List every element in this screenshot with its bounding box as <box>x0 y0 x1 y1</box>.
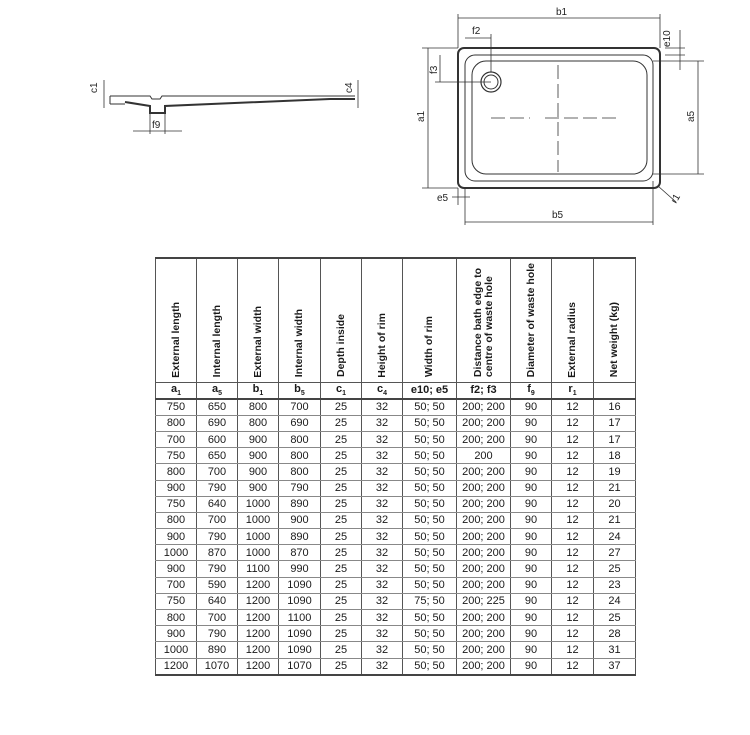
column-header <box>594 258 636 383</box>
table-cell: 1070 <box>197 658 238 675</box>
table-cell: 50; 50 <box>403 577 457 593</box>
table-cell: 90 <box>511 626 552 642</box>
column-header-label: External length <box>169 301 182 378</box>
table-cell: 1200 <box>238 577 279 593</box>
table-cell: 1200 <box>238 593 279 609</box>
column-header-label: Internal length <box>210 305 223 378</box>
r1-label: r1 <box>669 192 684 206</box>
table-row <box>156 545 636 561</box>
column-header-label: Width of rim <box>423 316 435 378</box>
header-labels-row <box>156 258 636 383</box>
table-cell: 800 <box>156 512 197 528</box>
table-cell: 890 <box>279 529 321 545</box>
table-cell: 32 <box>362 577 403 593</box>
table-cell: 32 <box>362 512 403 528</box>
table-cell: 1100 <box>238 561 279 577</box>
table-row <box>156 448 636 464</box>
table-cell: 18 <box>594 448 636 464</box>
table-cell: 640 <box>197 593 238 609</box>
table-row <box>156 529 636 545</box>
table-cell: 50; 50 <box>403 464 457 480</box>
table-cell: 690 <box>279 415 321 431</box>
table-cell: 12 <box>552 593 594 609</box>
table-cell: 90 <box>511 464 552 480</box>
table-cell: 32 <box>362 431 403 447</box>
column-symbol: $b_5$ <box>279 383 321 399</box>
table-cell: 650 <box>197 448 238 464</box>
table-cell: 25 <box>321 658 362 675</box>
table-cell: 50; 50 <box>403 512 457 528</box>
table-cell: 200; 200 <box>457 529 511 545</box>
table-cell: 200; 200 <box>457 399 511 416</box>
table-cell: 900 <box>156 529 197 545</box>
table-cell: 50; 50 <box>403 545 457 561</box>
table-cell: 1090 <box>279 626 321 642</box>
table-cell: 25 <box>321 399 362 416</box>
table-cell: 800 <box>156 415 197 431</box>
table-cell: 1000 <box>156 545 197 561</box>
column-symbol: $c_1$ <box>321 383 362 399</box>
table-cell: 1000 <box>238 529 279 545</box>
technical-drawing <box>0 0 750 250</box>
table-cell: 690 <box>197 415 238 431</box>
table-cell: 90 <box>511 545 552 561</box>
e10-label: e10 <box>662 30 673 47</box>
table-cell: 200; 200 <box>457 480 511 496</box>
table-cell: 200; 200 <box>457 545 511 561</box>
table-cell: 32 <box>362 642 403 658</box>
column-header-label: Diameter of waste hole <box>524 263 537 378</box>
table-cell: 25 <box>321 545 362 561</box>
table-cell: 25 <box>321 561 362 577</box>
table-cell: 25 <box>321 577 362 593</box>
table-cell: 790 <box>197 529 238 545</box>
table-cell: 50; 50 <box>403 480 457 496</box>
table-cell: 21 <box>594 480 636 496</box>
table-cell: 1200 <box>238 610 279 626</box>
column-symbol: $a_5$ <box>197 383 238 399</box>
table-cell: 200; 200 <box>457 577 511 593</box>
table-cell: 900 <box>238 448 279 464</box>
table-cell: 700 <box>197 610 238 626</box>
table-cell: 890 <box>197 642 238 658</box>
table-cell: 890 <box>279 496 321 512</box>
table-cell: 600 <box>197 431 238 447</box>
column-header-label: Internal width <box>293 309 305 378</box>
table-cell: 25 <box>321 415 362 431</box>
table-cell: 32 <box>362 561 403 577</box>
table-cell: 37 <box>594 658 636 675</box>
table-row <box>156 610 636 626</box>
table-cell: 590 <box>197 577 238 593</box>
column-header <box>156 258 197 383</box>
column-symbol: $f_9$ <box>511 383 552 399</box>
column-symbol <box>594 383 636 399</box>
table-cell: 25 <box>321 642 362 658</box>
table-row <box>156 415 636 431</box>
table-cell: 870 <box>197 545 238 561</box>
table-cell: 32 <box>362 545 403 561</box>
table-cell: 900 <box>156 561 197 577</box>
table-cell: 12 <box>552 496 594 512</box>
table-cell: 25 <box>594 561 636 577</box>
column-symbol: $a_1$ <box>156 383 197 399</box>
table-row <box>156 496 636 512</box>
table-cell: 790 <box>197 561 238 577</box>
column-header-label: Distance bath edge to centre of waste hole <box>471 268 495 378</box>
table-cell: 200; 200 <box>457 561 511 577</box>
table-cell: 12 <box>552 642 594 658</box>
table-cell: 1000 <box>238 496 279 512</box>
table-cell: 800 <box>279 448 321 464</box>
c4-label: c4 <box>344 82 355 93</box>
table-cell: 700 <box>197 464 238 480</box>
table-cell: 32 <box>362 529 403 545</box>
table-row <box>156 626 636 642</box>
table-cell: 12 <box>552 480 594 496</box>
table-cell: 90 <box>511 512 552 528</box>
table-cell: 90 <box>511 415 552 431</box>
table-cell: 25 <box>321 448 362 464</box>
table-cell: 790 <box>197 626 238 642</box>
table-cell: 640 <box>197 496 238 512</box>
table-cell: 12 <box>552 512 594 528</box>
column-header-label: Depth inside <box>334 314 347 378</box>
table-cell: 200; 225 <box>457 593 511 609</box>
dimensions-table <box>155 257 636 676</box>
table-cell: 200; 200 <box>457 496 511 512</box>
table-cell: 1200 <box>238 658 279 675</box>
table-cell: 800 <box>238 399 279 416</box>
c1-label: c1 <box>89 82 100 93</box>
table-cell: 90 <box>511 431 552 447</box>
table-cell: 900 <box>238 480 279 496</box>
table-cell: 32 <box>362 610 403 626</box>
table-cell: 12 <box>552 626 594 642</box>
table-cell: 12 <box>552 610 594 626</box>
table-cell: 19 <box>594 464 636 480</box>
table-cell: 870 <box>279 545 321 561</box>
table-cell: 200; 200 <box>457 610 511 626</box>
column-symbol: $b_1$ <box>238 383 279 399</box>
table-cell: 900 <box>238 431 279 447</box>
table-row <box>156 512 636 528</box>
table-cell: 750 <box>156 593 197 609</box>
table-cell: 790 <box>197 480 238 496</box>
table-cell: 1200 <box>238 626 279 642</box>
table-cell: 790 <box>279 480 321 496</box>
table-cell: 50; 50 <box>403 448 457 464</box>
table-cell: 25 <box>321 529 362 545</box>
table-cell: 90 <box>511 480 552 496</box>
table-cell: 50; 50 <box>403 529 457 545</box>
plan-view <box>458 48 660 188</box>
column-header <box>197 258 238 383</box>
table-cell: 700 <box>156 577 197 593</box>
table-cell: 90 <box>511 658 552 675</box>
table-cell: 1090 <box>279 593 321 609</box>
column-header <box>362 258 403 383</box>
column-header-label: Net weight (kg) <box>608 302 620 378</box>
side-profile-view <box>104 80 358 134</box>
table-cell: 32 <box>362 593 403 609</box>
table-cell: 25 <box>321 431 362 447</box>
table-cell: 90 <box>511 577 552 593</box>
f9-label: f9 <box>152 120 161 131</box>
table-cell: 1200 <box>156 658 197 675</box>
table-cell: 1000 <box>238 512 279 528</box>
table-cell: 24 <box>594 593 636 609</box>
table-cell: 1000 <box>156 642 197 658</box>
column-header-label: External radius <box>566 301 578 378</box>
e5-label: e5 <box>437 193 449 204</box>
table-cell: 200; 200 <box>457 431 511 447</box>
table-body <box>156 399 636 675</box>
table-cell: 200; 200 <box>457 626 511 642</box>
table-cell: 50; 50 <box>403 642 457 658</box>
table-cell: 12 <box>552 658 594 675</box>
table-cell: 50; 50 <box>403 610 457 626</box>
table-cell: 900 <box>156 480 197 496</box>
column-header-label: Height of rim <box>375 312 388 378</box>
table-cell: 900 <box>279 512 321 528</box>
table-cell: 32 <box>362 399 403 416</box>
table-row <box>156 464 636 480</box>
table-cell: 32 <box>362 480 403 496</box>
table-cell: 800 <box>156 610 197 626</box>
table-cell: 50; 50 <box>403 561 457 577</box>
column-header <box>457 258 511 383</box>
table-cell: 90 <box>511 593 552 609</box>
table-cell: 32 <box>362 448 403 464</box>
table-cell: 750 <box>156 399 197 416</box>
table-cell: 750 <box>156 448 197 464</box>
table-cell: 1090 <box>279 577 321 593</box>
column-header <box>279 258 321 383</box>
table-cell: 1070 <box>279 658 321 675</box>
table-cell: 1200 <box>238 642 279 658</box>
table-cell: 12 <box>552 577 594 593</box>
table-cell: 900 <box>156 626 197 642</box>
table-cell: 90 <box>511 642 552 658</box>
table-cell: 21 <box>594 512 636 528</box>
table-row <box>156 577 636 593</box>
table-cell: 700 <box>197 512 238 528</box>
table-cell: 20 <box>594 496 636 512</box>
table-cell: 12 <box>552 399 594 416</box>
table-cell: 28 <box>594 626 636 642</box>
table-cell: 24 <box>594 529 636 545</box>
column-symbol: f2; f3 <box>457 383 511 399</box>
table-cell: 800 <box>279 431 321 447</box>
table-cell: 12 <box>552 545 594 561</box>
table-cell: 12 <box>552 431 594 447</box>
table-cell: 12 <box>552 464 594 480</box>
table-cell: 25 <box>321 610 362 626</box>
table-cell: 750 <box>156 496 197 512</box>
column-symbol: $c_4$ <box>362 383 403 399</box>
table-cell: 32 <box>362 496 403 512</box>
table-cell: 650 <box>197 399 238 416</box>
column-header <box>511 258 552 383</box>
column-symbol: $r_1$ <box>552 383 594 399</box>
table-cell: 200; 200 <box>457 642 511 658</box>
table-cell: 990 <box>279 561 321 577</box>
table-cell: 27 <box>594 545 636 561</box>
table-cell: 1000 <box>238 545 279 561</box>
table-cell: 16 <box>594 399 636 416</box>
table-cell: 17 <box>594 431 636 447</box>
table-cell: 90 <box>511 561 552 577</box>
table-cell: 50; 50 <box>403 626 457 642</box>
table-cell: 900 <box>238 464 279 480</box>
a1-label: a1 <box>416 110 427 122</box>
table-cell: 800 <box>279 464 321 480</box>
table-row <box>156 431 636 447</box>
table-cell: 25 <box>321 480 362 496</box>
table-cell: 12 <box>552 561 594 577</box>
a5-label: a5 <box>686 110 697 122</box>
column-header <box>238 258 279 383</box>
table-cell: 800 <box>238 415 279 431</box>
table-cell: 75; 50 <box>403 593 457 609</box>
table-cell: 200; 200 <box>457 512 511 528</box>
table-row <box>156 658 636 675</box>
column-header <box>403 258 457 383</box>
table-cell: 25 <box>321 496 362 512</box>
table-cell: 23 <box>594 577 636 593</box>
table-cell: 25 <box>321 464 362 480</box>
table-cell: 50; 50 <box>403 431 457 447</box>
table-cell: 1100 <box>279 610 321 626</box>
column-header <box>321 258 362 383</box>
table-cell: 200 <box>457 448 511 464</box>
table-cell: 90 <box>511 399 552 416</box>
table-cell: 200; 200 <box>457 658 511 675</box>
f3-label: f3 <box>429 65 440 74</box>
table-cell: 32 <box>362 464 403 480</box>
table-cell: 32 <box>362 626 403 642</box>
table-cell: 12 <box>552 415 594 431</box>
table-cell: 700 <box>156 431 197 447</box>
column-header <box>552 258 594 383</box>
table-cell: 31 <box>594 642 636 658</box>
table-cell: 800 <box>156 464 197 480</box>
table-cell: 32 <box>362 658 403 675</box>
table-cell: 90 <box>511 496 552 512</box>
table-cell: 90 <box>511 610 552 626</box>
b5-label: b5 <box>552 210 564 221</box>
table-cell: 17 <box>594 415 636 431</box>
table-row <box>156 399 636 416</box>
column-symbol: e10; e5 <box>403 383 457 399</box>
table-row <box>156 642 636 658</box>
table-cell: 700 <box>279 399 321 416</box>
table-row <box>156 593 636 609</box>
table-cell: 90 <box>511 448 552 464</box>
table-cell: 12 <box>552 448 594 464</box>
table-cell: 200; 200 <box>457 464 511 480</box>
table-cell: 1090 <box>279 642 321 658</box>
table-cell: 90 <box>511 529 552 545</box>
table-cell: 12 <box>552 529 594 545</box>
table-cell: 25 <box>321 593 362 609</box>
table-row <box>156 480 636 496</box>
table-row <box>156 561 636 577</box>
b1-label: b1 <box>556 7 568 18</box>
table-cell: 25 <box>321 626 362 642</box>
table-cell: 50; 50 <box>403 658 457 675</box>
table-cell: 25 <box>594 610 636 626</box>
table-cell: 25 <box>321 512 362 528</box>
f2-label: f2 <box>472 26 481 37</box>
table-cell: 32 <box>362 415 403 431</box>
table-cell: 50; 50 <box>403 415 457 431</box>
table-cell: 50; 50 <box>403 399 457 416</box>
column-header-label: External width <box>251 305 264 378</box>
header-symbols-row <box>156 383 636 399</box>
table-cell: 200; 200 <box>457 415 511 431</box>
table-cell: 50; 50 <box>403 496 457 512</box>
